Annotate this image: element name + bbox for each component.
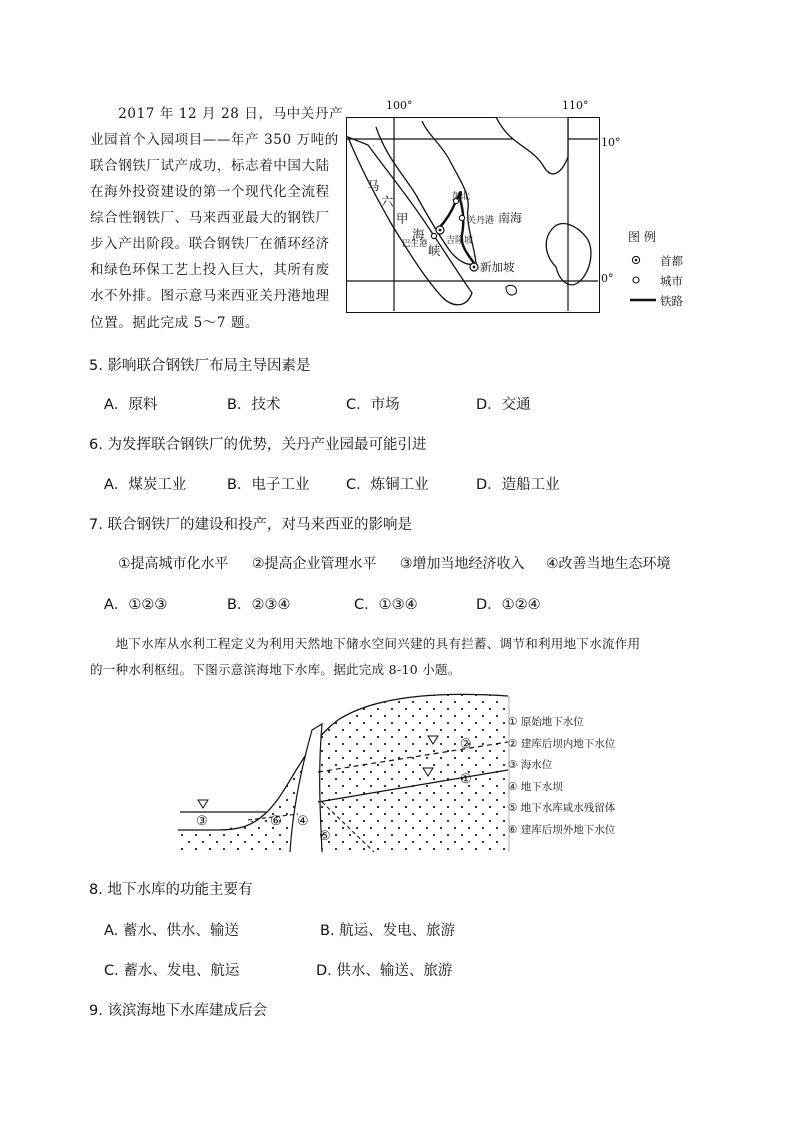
question-6-stem: 6. 为发挥联合钢铁厂的优势，关丹产业园最可能引进 xyxy=(89,437,427,453)
question-7-stem: 7. 联合钢铁厂的建设和投产，对马来西亚的影响是 xyxy=(89,517,412,533)
diagram-legend-item: ① 原始地下水位 xyxy=(508,716,584,728)
question-9-stem: 9. 该滨海地下水库建成后会 xyxy=(89,1003,267,1019)
marker-3: ③ xyxy=(196,814,208,829)
passage-line: 的一种水利枢纽。下图示意滨海地下水库。据此完成 8-10 小题。 xyxy=(90,662,461,677)
marker-5: ⑤ xyxy=(319,829,331,844)
legend-capital: 首都 xyxy=(660,254,683,268)
label-nanhai: 南海 xyxy=(498,211,523,225)
question-5-stem: 5. 影响联合钢铁厂布局主导因素是 xyxy=(89,358,311,374)
marker-6: ⑥ xyxy=(270,814,282,829)
diagram-legend-item: ③ 海水位 xyxy=(508,759,553,771)
label-xia: 峡 xyxy=(428,243,441,258)
intro-line: 和绿色环保工艺上投入巨大，其所有废 xyxy=(90,262,330,278)
lon-label-110: 110° xyxy=(562,99,589,112)
q7-statement-3: ③增加当地经济收入 xyxy=(400,556,525,572)
diagram-legend-item: ④ 地下水坝 xyxy=(508,780,563,793)
label-weibei: 彭北 xyxy=(452,192,471,202)
marker-4: ④ xyxy=(297,814,309,829)
intro-line: 综合性钢铁厂、马来西亚最大的钢铁厂 xyxy=(90,210,330,226)
q6-option-a: A．煤炭工业 xyxy=(104,477,187,493)
label-ma: 马 xyxy=(367,178,380,193)
q8-option-c: C. 蓄水、发电、航运 xyxy=(104,963,240,979)
q7-option-b: B．②③④ xyxy=(227,597,291,613)
map-legend-symbols xyxy=(630,254,660,306)
label-bashenggang: 巴生港 xyxy=(402,239,428,249)
map-legend-title: 图 例 xyxy=(628,230,656,244)
q8-option-b: B. 航运、发电、旅游 xyxy=(320,923,456,939)
diagram-legend xyxy=(508,712,615,841)
city-guandan xyxy=(459,215,464,220)
marker-2: ② xyxy=(460,737,472,752)
intro-line: 联合钢铁厂试产成功，标志着中国大陆 xyxy=(90,158,330,174)
q8-option-a: A. 蓄水、供水、输送 xyxy=(104,923,239,939)
passage-line: 地下水库从水利工程定义为利用天然地下储水空间兴建的具有拦蓄、调节和利用地下水流作用 xyxy=(90,636,641,651)
sumatra-coast xyxy=(348,137,472,305)
legend-railway: 铁路 xyxy=(660,294,683,308)
city-legend-icon xyxy=(633,277,639,283)
diagram-legend-item: ⑥ 建库后坝外地下水位 xyxy=(508,823,616,836)
q8-option-d: D. 供水、输送、旅游 xyxy=(316,963,453,979)
question-8-stem: 8. 地下水库的功能主要有 xyxy=(89,882,253,898)
q5-option-c: C．市场 xyxy=(346,397,400,413)
lon-label-100: 100° xyxy=(386,99,413,112)
intro-line: 2017 年 12 月 28 日，马中关丹产 xyxy=(90,106,344,122)
label-guandan: 关丹港 xyxy=(467,216,495,226)
q6-option-c: C．炼铜工业 xyxy=(346,477,429,493)
city-bashenggang xyxy=(431,233,436,238)
diagram-legend-item: ② 建库后坝内地下水位 xyxy=(508,737,616,750)
q7-option-a: A．①②③ xyxy=(104,597,168,613)
diagram-legend-item: ⑤ 地下水库咸水残留体 xyxy=(508,802,616,814)
legend-city: 城市 xyxy=(660,274,683,288)
q7-option-d: D．①②④ xyxy=(476,597,541,613)
lat-label-10: 10° xyxy=(601,136,621,149)
lat-label-0: 0° xyxy=(601,272,614,285)
q5-option-b: B．技术 xyxy=(227,397,281,413)
q6-option-d: D．造船工业 xyxy=(476,477,560,493)
q6-option-b: B．电子工业 xyxy=(227,477,310,493)
intro-line: 步入产出阶段。联合钢铁厂在循环经济 xyxy=(90,236,330,252)
q7-option-c: C．①③④ xyxy=(354,597,418,613)
label-hai: 海 xyxy=(412,227,425,242)
q5-option-a: A．原料 xyxy=(104,397,158,413)
label-jia: 甲 xyxy=(396,211,409,226)
sea-level-marker-icon xyxy=(198,800,208,808)
q7-statement-2: ②提高企业管理水平 xyxy=(252,556,377,572)
q7-statement-4: ④改善当地生态环境 xyxy=(546,556,671,572)
intro-line: 业园首个入园项目——年产 350 万吨的 xyxy=(90,132,339,148)
q7-statement-1: ①提高城市化水平 xyxy=(118,556,229,572)
indochina-coast xyxy=(496,117,568,174)
marker-1: ① xyxy=(460,772,472,787)
q5-option-d: D．交通 xyxy=(476,397,531,413)
label-xinjiapo: 新加坡 xyxy=(480,260,515,274)
intro-line: 在海外投资建设的第一个现代化全流程 xyxy=(90,184,330,200)
label-liu: 六 xyxy=(381,194,394,209)
label-jilongpo: 吉隆坡 xyxy=(446,236,474,246)
intro-line: 水不外排。图示意马来西亚关丹港地理 xyxy=(90,288,330,304)
intro-line: 位置。据此完成 5～7 题。 xyxy=(90,315,260,331)
